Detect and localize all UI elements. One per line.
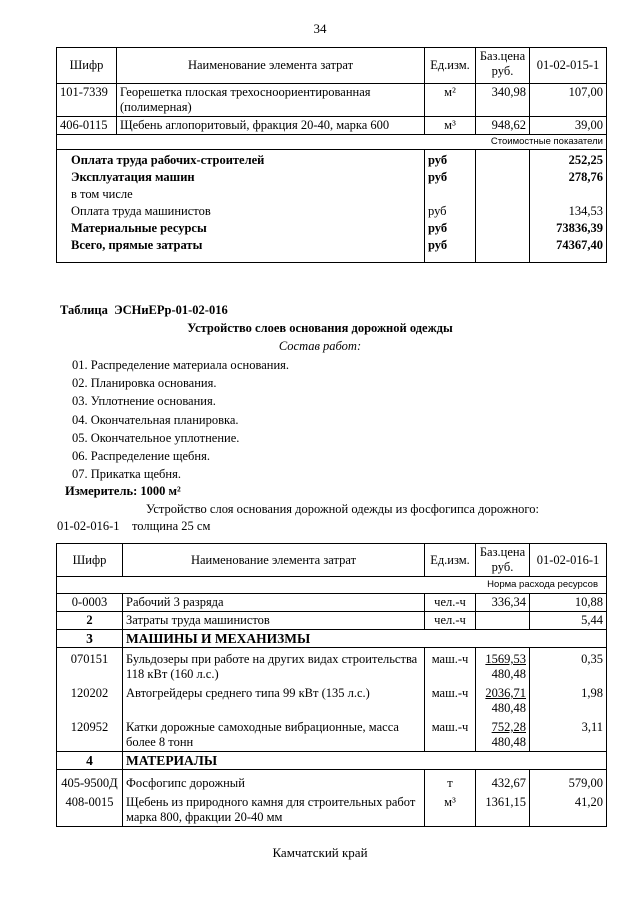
cost-value: 73836,39 — [556, 221, 603, 235]
table-row-qty: 3,11 — [530, 717, 607, 752]
table-row-qty: 0,35 — [530, 648, 607, 684]
resource-table — [56, 543, 607, 827]
cost-value: 134,53 — [568, 204, 603, 218]
table-row-code: 070151 — [57, 648, 123, 684]
cost-value: 74367,40 — [556, 238, 603, 252]
footer-region: Камчатский край — [272, 845, 368, 860]
works-list — [72, 356, 289, 483]
table-row-name: Бульдозеры при работе на других видах строительства 118 кВт (160 л.с.) — [123, 648, 425, 684]
table-row-name: Георешетка плоская трехосноориентированная (полимерная) — [117, 84, 425, 117]
table-row-price — [476, 648, 530, 684]
table-row-name: Щебень из природного камня для строительных работ марка 800, фракции 20-40 мм — [123, 792, 425, 827]
work-item: 03. Уплотнение основания. — [72, 394, 216, 409]
table-row-code: 2 — [57, 612, 123, 630]
table-row-unit: чел.-ч — [425, 594, 476, 612]
col-name-header: Наименование элемента затрат — [123, 544, 425, 577]
section-code: 4 — [57, 752, 123, 770]
table-row-qty: 5,44 — [530, 612, 607, 630]
table-continued — [56, 47, 607, 263]
cost-unit: руб — [428, 153, 448, 167]
table-row-unit: чел.-ч — [425, 612, 476, 630]
price-machine: 1569,53 — [485, 652, 526, 666]
table-row-code: 120952 — [57, 717, 123, 752]
table-row-unit: м³ — [425, 792, 476, 827]
cost-unit: руб — [428, 204, 447, 218]
table-row-name: Фосфогипс дорожный — [123, 770, 425, 793]
col-unit-header: Ед.изм. — [425, 48, 476, 84]
norm-header: Норма расхода ресурсов — [57, 577, 607, 594]
price-operator: 480,48 — [491, 735, 526, 749]
cost-indicators-header: Стоимостные показатели — [57, 135, 607, 150]
col-code-header: Шифр — [57, 544, 123, 577]
table-row-code: 120202 — [57, 683, 123, 717]
table-row-price: 336,34 — [476, 594, 530, 612]
table-row-code: 0-0003 — [57, 594, 123, 612]
meter: Измеритель: 1000 м² — [65, 484, 181, 498]
table-row-qty: 41,20 — [530, 792, 607, 827]
table-row-name: Щебень аглопоритовый, фракция 20-40, марка 600 — [117, 117, 425, 135]
price-machine: 752,28 — [491, 720, 526, 734]
work-item: 01. Распределение материала основания. — [72, 358, 290, 372]
table-row-code: 405-9500Д — [57, 770, 123, 793]
col-name-header: Наименование элемента затрат — [117, 48, 425, 84]
table-row-price: 340,98 — [476, 84, 530, 117]
table-row-name: Автогрейдеры среднего типа 99 кВт (135 л.с.) — [123, 683, 425, 717]
table-row-unit: т — [425, 770, 476, 793]
table-row-qty: 1,98 — [530, 683, 607, 717]
cost-value: 252,25 — [568, 153, 603, 167]
description: Устройство слоя основания дорожной одежды из фосфогипса дорожного: — [146, 502, 539, 516]
table-row-code: 101-7339 — [57, 84, 117, 117]
table-row-price: 1361,15 — [476, 792, 530, 827]
work-item: 05. Окончательное уплотнение. — [72, 430, 240, 445]
table-row-unit: м³ — [425, 117, 476, 135]
table-row-qty: 107,00 — [530, 84, 607, 117]
cost-unit: руб — [428, 221, 448, 235]
table-row-name: Катки дорожные самоходные вибрационные, масса более 8 тонн — [123, 717, 425, 752]
cost-name: Эксплуатация машин — [71, 170, 195, 184]
price-operator: 480,48 — [491, 667, 526, 681]
cost-name: Всего, прямые затраты — [71, 238, 203, 252]
table-row-unit: м² — [425, 84, 476, 117]
table-row-qty: 39,00 — [530, 117, 607, 135]
work-item: 07. Прикатка щебня. — [72, 467, 181, 482]
work-item: 02. Планировка основания. — [72, 376, 217, 391]
cost-name: в том числе — [71, 187, 133, 201]
table-row-price — [476, 683, 530, 717]
variant-text: толщина 25 см — [132, 519, 211, 533]
price-operator: 480,48 — [491, 701, 526, 715]
table-row-qty: 10,88 — [530, 594, 607, 612]
table-row-price — [476, 612, 530, 630]
work-item: 04. Окончательная планировка. — [72, 412, 239, 427]
works-title: Состав работ: — [278, 339, 362, 353]
cost-name: Материальные ресурсы — [71, 221, 207, 235]
cost-names — [57, 150, 425, 263]
cost-value: 278,76 — [568, 170, 603, 184]
col-norm-header: 01-02-016-1 — [530, 544, 607, 577]
section-heading: МАШИНЫ И МЕХАНИЗМЫ — [123, 630, 607, 648]
col-price-header: Баз.цена руб. — [476, 544, 530, 577]
price-machine: 2036,71 — [485, 686, 526, 700]
cost-name: Оплата труда рабочих-строителей — [71, 153, 265, 167]
cost-units — [425, 150, 476, 263]
cost-unit: руб — [428, 238, 448, 252]
table-row-code: 406-0115 — [57, 117, 117, 135]
table-row-price: 432,67 — [476, 770, 530, 793]
work-item: 06. Распределение щебня. — [72, 449, 210, 464]
table-row-code: 408-0015 — [57, 792, 123, 827]
table-row-price: 948,62 — [476, 117, 530, 135]
table-row-price — [476, 717, 530, 752]
table-row-unit: маш.-ч — [425, 648, 476, 684]
section-title: Устройство слоев основания дорожной одежды — [187, 321, 453, 335]
cost-name: Оплата труда машинистов — [71, 204, 211, 218]
table-row-unit: маш.-ч — [425, 683, 476, 717]
table-id: Таблица ЭСНиЕРр-01-02-016 — [60, 303, 228, 317]
section-code: 3 — [57, 630, 123, 648]
col-norm-header: 01-02-015-1 — [530, 48, 607, 84]
page-number: 34 — [313, 21, 327, 36]
table-row-name: Затраты труда машинистов — [123, 612, 425, 630]
cost-unit: руб — [428, 170, 448, 184]
table-row-qty: 579,00 — [530, 770, 607, 793]
table-row-name: Рабочий 3 разряда — [123, 594, 425, 612]
cost-values — [530, 150, 607, 263]
col-price-header: Баз.цена руб. — [476, 48, 530, 84]
col-code-header: Шифр — [57, 48, 117, 84]
table-row-unit: маш.-ч — [425, 717, 476, 752]
section-heading: МАТЕРИАЛЫ — [123, 752, 607, 770]
variant-code: 01-02-016-1 — [57, 519, 120, 533]
col-unit-header: Ед.изм. — [425, 544, 476, 577]
